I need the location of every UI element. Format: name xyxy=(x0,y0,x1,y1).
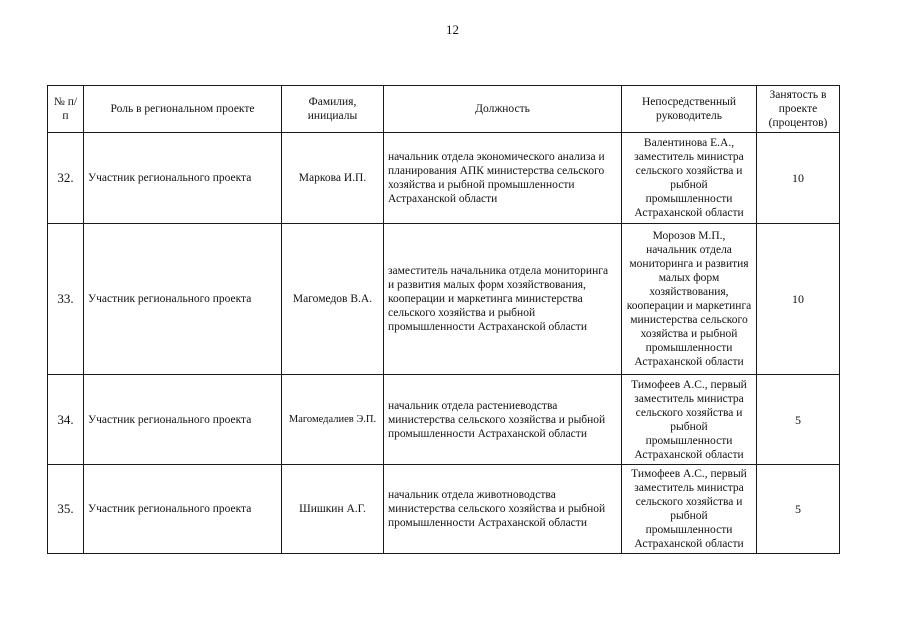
row-supervisor: Валентинова Е.А., заместитель министра сельского хозяйства и рыбной промышленности Астраханской области xyxy=(622,133,757,224)
row-number: 35. xyxy=(48,465,84,554)
row-role: Участник регионального проекта xyxy=(84,465,282,554)
row-name: Магомедов В.А. xyxy=(282,224,384,375)
row-role: Участник регионального проекта xyxy=(84,224,282,375)
table-row xyxy=(48,465,840,554)
row-position: начальник отдела растениеводства министерства сельского хозяйства и рыбной промышленности Астраханской области xyxy=(384,375,622,465)
row-name: Маркова И.П. xyxy=(282,133,384,224)
header-num: № п/п xyxy=(48,86,84,133)
row-number: 32. xyxy=(48,133,84,224)
table-row xyxy=(48,375,840,465)
table-row xyxy=(48,133,840,224)
header-name: Фамилия, инициалы xyxy=(282,86,384,133)
row-role: Участник регионального проекта xyxy=(84,375,282,465)
table-row xyxy=(48,224,840,375)
row-share: 5 xyxy=(757,375,840,465)
row-position: начальник отдела экономического анализа и планирования АПК министерства сельского хозяйства и рыбной промышленности Астраханской области xyxy=(384,133,622,224)
row-number: 34. xyxy=(48,375,84,465)
row-supervisor: Тимофеев А.С., первый заместитель министра сельского хозяйства и рыбной промышленности Астраханской области xyxy=(622,375,757,465)
header-position: Должность xyxy=(384,86,622,133)
row-supervisor: Морозов М.П., начальник отдела мониторинга и развития малых форм хозяйствования, кооперации и маркетинга министерства сельского хозяйства и рыбной промышленности Астраханской области xyxy=(622,224,757,375)
project-participants-table xyxy=(47,85,840,554)
row-position: заместитель начальника отдела мониторинга и развития малых форм хозяйствования, кооперации и маркетинга министерства сельского хозяйства и рыбной промышленности Астраханской области xyxy=(384,224,622,375)
row-name: Магомедалиев Э.П. xyxy=(282,375,384,465)
row-share: 10 xyxy=(757,224,840,375)
header-role: Роль в региональном проекте xyxy=(84,86,282,133)
page-number: 12 xyxy=(446,22,459,37)
header-supervisor: Непосредственный руководитель xyxy=(622,86,757,133)
header-share: Занятость в проекте (процентов) xyxy=(757,86,840,133)
table-header-row xyxy=(48,86,840,133)
row-position: начальник отдела животноводства министерства сельского хозяйства и рыбной промышленности Астраханской области xyxy=(384,465,622,554)
row-share: 5 xyxy=(757,465,840,554)
row-number: 33. xyxy=(48,224,84,375)
row-role: Участник регионального проекта xyxy=(84,133,282,224)
row-share: 10 xyxy=(757,133,840,224)
row-name: Шишкин А.Г. xyxy=(282,465,384,554)
row-supervisor: Тимофеев А.С., первый заместитель министра сельского хозяйства и рыбной промышленности Астраханской области xyxy=(622,465,757,554)
